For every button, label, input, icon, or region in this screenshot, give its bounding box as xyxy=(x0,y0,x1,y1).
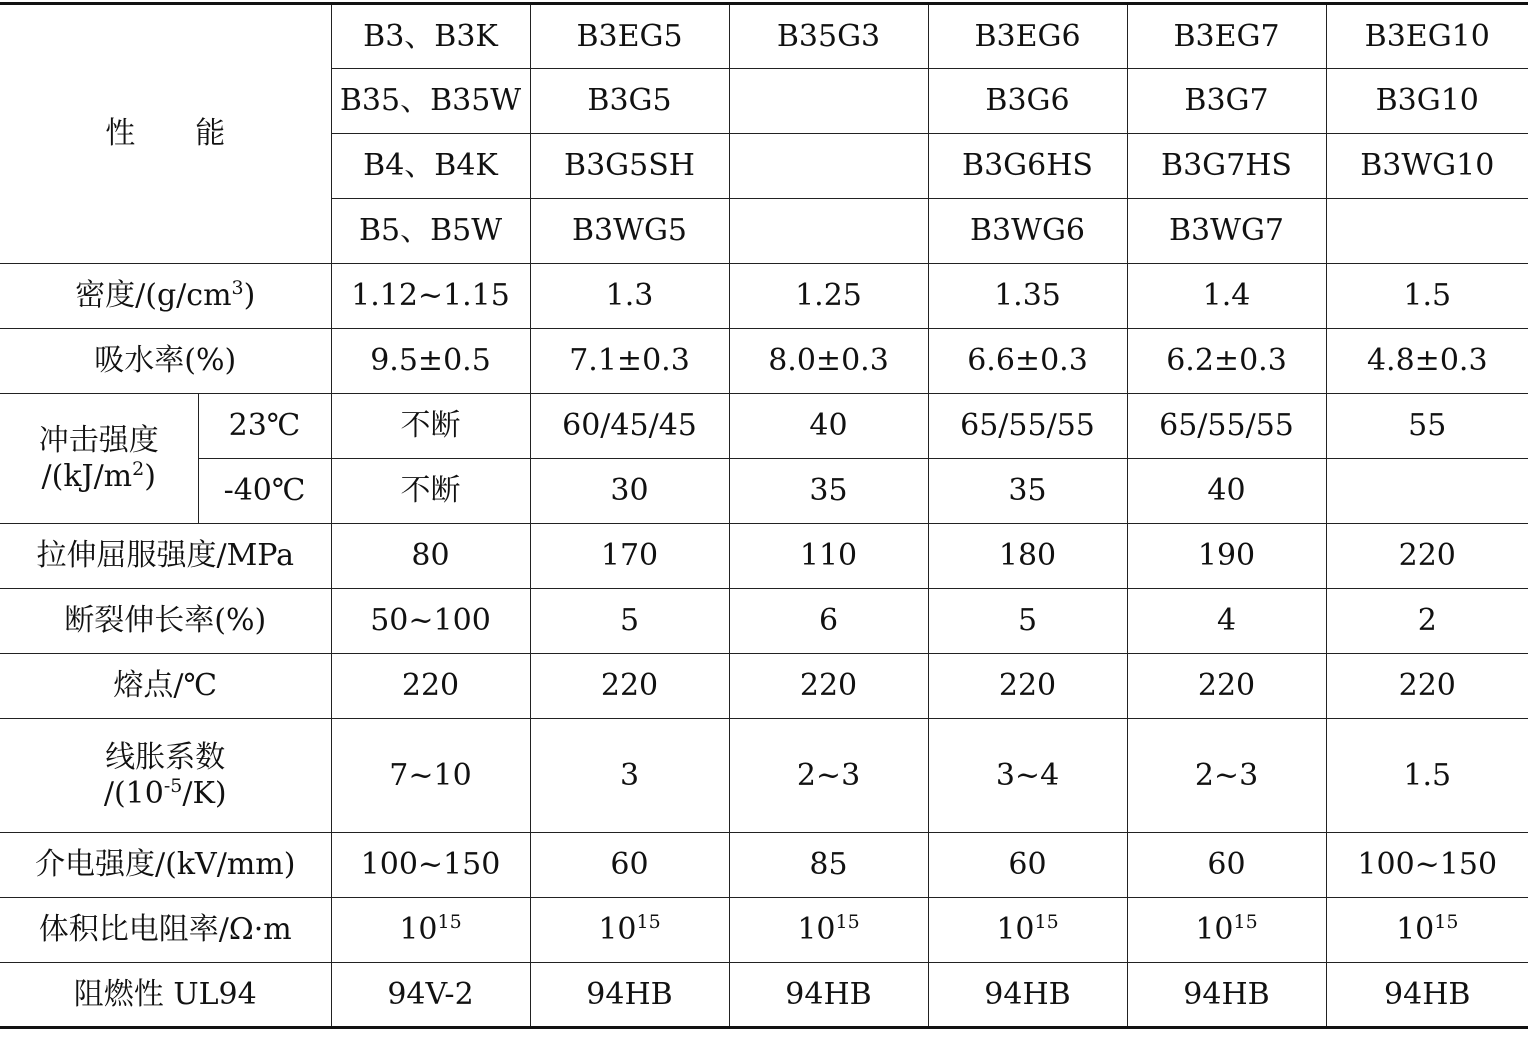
row-label-volume-resistivity: 体积比电阻率/Ω·m xyxy=(0,898,331,963)
grade-cell: B3WG10 xyxy=(1326,134,1528,199)
value-cell-density: 1.25 xyxy=(729,264,928,329)
grade-cell: B5、B5W xyxy=(331,199,530,264)
impact-label-line1: 冲击强度 xyxy=(38,422,159,458)
value-cell-water-absorption: 8.0±0.3 xyxy=(729,329,928,394)
value-cell-melting-point: 220 xyxy=(1326,654,1528,719)
value-cell-thermal-expansion: 2~3 xyxy=(1127,719,1326,833)
row-density xyxy=(0,264,1528,329)
row-label-elongation: 断裂伸长率(%) xyxy=(0,589,331,654)
resistivity-base: 10 xyxy=(996,912,1035,947)
row-elongation xyxy=(0,589,1528,654)
thermal-label-sup: -5 xyxy=(163,774,183,797)
value-cell-volume-resistivity xyxy=(530,898,729,963)
grade-cell: B3WG6 xyxy=(928,199,1127,264)
property-header-cell xyxy=(0,4,331,264)
value-cell-thermal-expansion: 2~3 xyxy=(729,719,928,833)
impact-temp-23: 23℃ xyxy=(198,394,331,459)
grade-cell: B3G6 xyxy=(928,69,1127,134)
value-cell-impact-23: 60/45/45 xyxy=(530,394,729,459)
value-cell-thermal-expansion: 3~4 xyxy=(928,719,1127,833)
value-cell-dielectric: 60 xyxy=(1127,833,1326,898)
resistivity-exponent: 15 xyxy=(1233,911,1258,933)
value-cell-volume-resistivity xyxy=(1326,898,1528,963)
grade-cell xyxy=(729,134,928,199)
density-label-text: 密度/(g/cm xyxy=(75,278,232,313)
value-cell-flammability: 94V-2 xyxy=(331,963,530,1028)
thermal-label-line1: 线胀系数 xyxy=(105,739,226,775)
resistivity-base: 10 xyxy=(1195,912,1234,947)
value-cell-impact-23: 65/55/55 xyxy=(928,394,1127,459)
grade-cell: B3G5SH xyxy=(530,134,729,199)
grade-cell: B35G3 xyxy=(729,4,928,69)
value-cell-water-absorption: 7.1±0.3 xyxy=(530,329,729,394)
value-cell-volume-resistivity xyxy=(729,898,928,963)
impact-temp-minus40: -40℃ xyxy=(198,459,331,524)
value-cell-melting-point: 220 xyxy=(331,654,530,719)
grade-cell: B3WG5 xyxy=(530,199,729,264)
properties-table xyxy=(0,2,1528,1029)
value-cell-water-absorption: 6.6±0.3 xyxy=(928,329,1127,394)
row-label-melting-point: 熔点/℃ xyxy=(0,654,331,719)
value-cell-impact-minus40: 40 xyxy=(1127,459,1326,524)
row-label-tensile-yield: 拉伸屈服强度/MPa xyxy=(0,524,331,589)
impact-label-sup: 2 xyxy=(132,457,145,480)
row-label-thermal-expansion xyxy=(0,719,331,833)
grade-cell: B3G5 xyxy=(530,69,729,134)
value-cell-tensile-yield: 180 xyxy=(928,524,1127,589)
value-cell-impact-23: 65/55/55 xyxy=(1127,394,1326,459)
row-impact-minus40 xyxy=(0,459,1528,524)
value-cell-thermal-expansion: 7~10 xyxy=(331,719,530,833)
value-cell-impact-23: 40 xyxy=(729,394,928,459)
value-cell-tensile-yield: 220 xyxy=(1326,524,1528,589)
thermal-label-unit: /(10 xyxy=(103,775,164,811)
value-cell-elongation: 50~100 xyxy=(331,589,530,654)
value-cell-flammability: 94HB xyxy=(928,963,1127,1028)
value-cell-tensile-yield: 110 xyxy=(729,524,928,589)
value-cell-impact-23: 不断 xyxy=(331,394,530,459)
value-cell-flammability: 94HB xyxy=(729,963,928,1028)
value-cell-tensile-yield: 80 xyxy=(331,524,530,589)
row-impact-23 xyxy=(0,394,1528,459)
header-row-1 xyxy=(0,4,1528,69)
density-label-sup: 3 xyxy=(231,277,244,299)
value-cell-density: 1.3 xyxy=(530,264,729,329)
value-cell-water-absorption: 9.5±0.5 xyxy=(331,329,530,394)
value-cell-density: 1.35 xyxy=(928,264,1127,329)
value-cell-impact-minus40: 30 xyxy=(530,459,729,524)
resistivity-exponent: 15 xyxy=(1034,911,1059,933)
value-cell-melting-point: 220 xyxy=(928,654,1127,719)
value-cell-density: 1.12~1.15 xyxy=(331,264,530,329)
grade-cell: B3WG7 xyxy=(1127,199,1326,264)
value-cell-melting-point: 220 xyxy=(530,654,729,719)
row-tensile-yield xyxy=(0,524,1528,589)
grade-cell: B4、B4K xyxy=(331,134,530,199)
impact-label-line2 xyxy=(0,459,198,495)
resistivity-exponent: 15 xyxy=(835,911,860,933)
row-label-impact xyxy=(0,394,198,524)
value-cell-elongation: 6 xyxy=(729,589,928,654)
grade-cell xyxy=(1326,199,1528,264)
resistivity-exponent: 15 xyxy=(437,911,462,933)
resistivity-exponent: 15 xyxy=(636,911,661,933)
resistivity-base: 10 xyxy=(797,912,836,947)
value-cell-dielectric: 85 xyxy=(729,833,928,898)
grade-cell: B3G10 xyxy=(1326,69,1528,134)
value-cell-impact-minus40: 不断 xyxy=(331,459,530,524)
impact-label-close: ) xyxy=(144,458,156,494)
row-label-flammability: 阻燃性 UL94 xyxy=(0,963,331,1028)
row-dielectric xyxy=(0,833,1528,898)
grade-cell: B3EG10 xyxy=(1326,4,1528,69)
value-cell-elongation: 5 xyxy=(928,589,1127,654)
value-cell-thermal-expansion: 3 xyxy=(530,719,729,833)
grade-cell: B3EG7 xyxy=(1127,4,1326,69)
row-label-density xyxy=(0,264,331,329)
grade-cell: B35、B35W xyxy=(331,69,530,134)
value-cell-flammability: 94HB xyxy=(1326,963,1528,1028)
grade-cell: B3G7HS xyxy=(1127,134,1326,199)
value-cell-volume-resistivity xyxy=(928,898,1127,963)
row-volume-resistivity xyxy=(0,898,1528,963)
row-label-dielectric: 介电强度/(kV/mm) xyxy=(0,833,331,898)
thermal-label-line2 xyxy=(0,776,331,812)
value-cell-density: 1.5 xyxy=(1326,264,1528,329)
value-cell-tensile-yield: 190 xyxy=(1127,524,1326,589)
grade-cell: B3、B3K xyxy=(331,4,530,69)
density-label-close: ) xyxy=(243,278,256,313)
value-cell-thermal-expansion: 1.5 xyxy=(1326,719,1528,833)
grade-cell: B3EG6 xyxy=(928,4,1127,69)
value-cell-impact-minus40: 35 xyxy=(729,459,928,524)
value-cell-elongation: 5 xyxy=(530,589,729,654)
thermal-label-close: /K) xyxy=(182,775,227,811)
resistivity-exponent: 15 xyxy=(1434,911,1459,933)
resistivity-base: 10 xyxy=(1396,912,1435,947)
table-body xyxy=(0,4,1528,1028)
resistivity-base: 10 xyxy=(598,912,637,947)
grade-cell: B3G7 xyxy=(1127,69,1326,134)
impact-label-unit: /(kJ/m xyxy=(41,458,133,494)
value-cell-volume-resistivity xyxy=(331,898,530,963)
row-thermal-expansion xyxy=(0,719,1528,833)
row-water-absorption xyxy=(0,329,1528,394)
property-header-label: 性能 xyxy=(105,116,286,151)
row-melting-point xyxy=(0,654,1528,719)
value-cell-density: 1.4 xyxy=(1127,264,1326,329)
row-flammability xyxy=(0,963,1528,1028)
value-cell-flammability: 94HB xyxy=(530,963,729,1028)
row-label-water-absorption: 吸水率(%) xyxy=(0,329,331,394)
resistivity-base: 10 xyxy=(399,912,438,947)
grade-cell xyxy=(729,69,928,134)
value-cell-flammability: 94HB xyxy=(1127,963,1326,1028)
value-cell-dielectric: 60 xyxy=(928,833,1127,898)
grade-cell: B3G6HS xyxy=(928,134,1127,199)
value-cell-dielectric: 100~150 xyxy=(331,833,530,898)
value-cell-water-absorption: 4.8±0.3 xyxy=(1326,329,1528,394)
value-cell-elongation: 4 xyxy=(1127,589,1326,654)
value-cell-dielectric: 60 xyxy=(530,833,729,898)
value-cell-elongation: 2 xyxy=(1326,589,1528,654)
grade-cell xyxy=(729,199,928,264)
value-cell-dielectric: 100~150 xyxy=(1326,833,1528,898)
value-cell-water-absorption: 6.2±0.3 xyxy=(1127,329,1326,394)
value-cell-impact-23: 55 xyxy=(1326,394,1528,459)
value-cell-tensile-yield: 170 xyxy=(530,524,729,589)
grade-cell: B3EG5 xyxy=(530,4,729,69)
value-cell-melting-point: 220 xyxy=(729,654,928,719)
value-cell-impact-minus40: 35 xyxy=(928,459,1127,524)
value-cell-impact-minus40 xyxy=(1326,459,1528,524)
value-cell-volume-resistivity xyxy=(1127,898,1326,963)
value-cell-melting-point: 220 xyxy=(1127,654,1326,719)
